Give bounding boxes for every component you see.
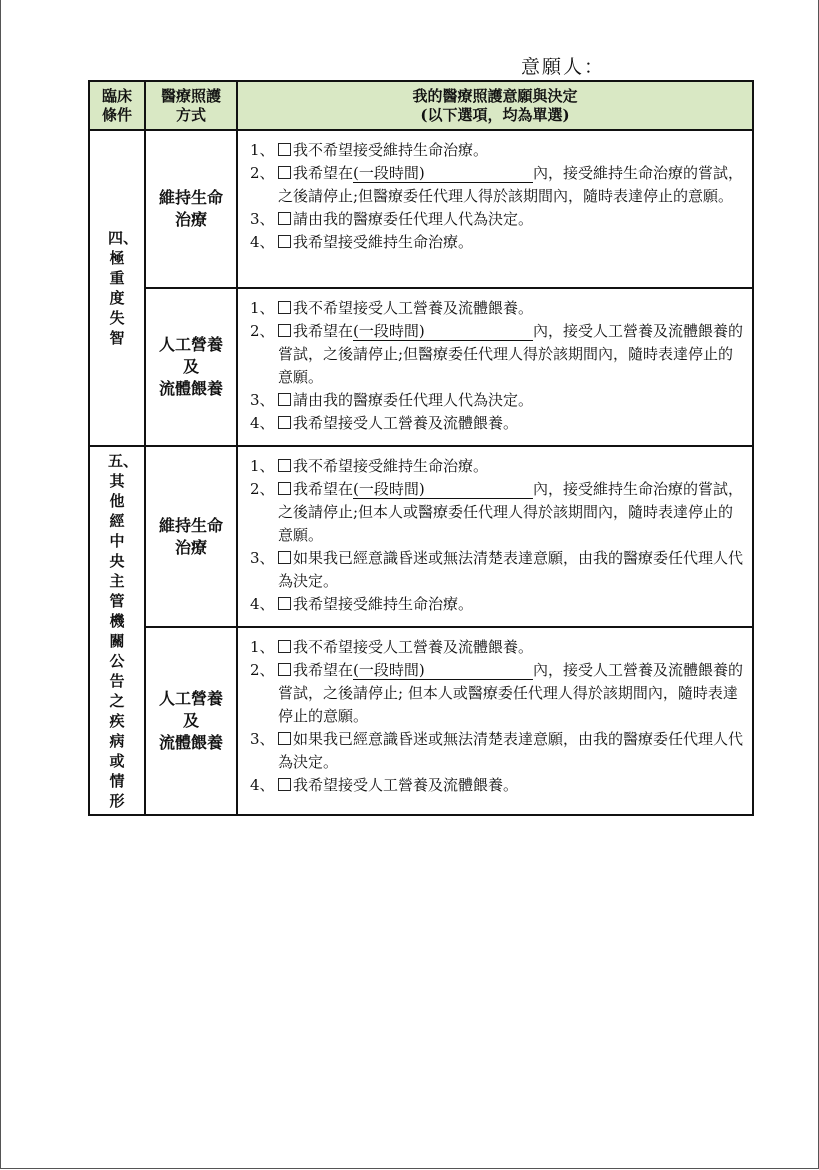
option-item: 4、 我希望接受人工營養及流體餵養。	[250, 776, 519, 794]
checkbox[interactable]	[278, 301, 291, 314]
header-decision	[237, 81, 753, 130]
option-item: 1、 我不希望接受人工營養及流體餵養。	[250, 299, 534, 317]
method-cell: 維持生命 治療	[145, 130, 237, 288]
checkbox[interactable]	[278, 459, 291, 472]
option-item: 4、 我希望接受人工營養及流體餵養。	[250, 414, 519, 432]
condition-cell-4	[89, 130, 145, 446]
condition-label: 五、其他經中央主管機關公告之疾病或情形	[108, 451, 139, 810]
care-decision-table	[88, 80, 754, 816]
checkbox[interactable]	[278, 235, 291, 248]
condition-label: 四、極重度失智	[108, 229, 139, 347]
header-method: 醫療照護 方式	[145, 81, 237, 130]
checkbox[interactable]	[278, 324, 291, 337]
method-cell: 人工營養 及 流體餵養	[145, 288, 237, 446]
method-cell: 人工營養 及 流體餵養	[145, 627, 237, 815]
option-item: 1、 我不希望接受維持生命治療。	[250, 141, 489, 159]
header-condition: 臨床 條件	[89, 81, 145, 130]
option-item: 2、 我希望在(一段時間) 內，接受維持生命治療的嘗試，之後請停止;但本人或醫療委任代理人得於該期間內，隨時表達停止的意願。	[250, 480, 744, 544]
duration-blank[interactable]: (一段時間)	[353, 164, 533, 183]
option-item: 3、 請由我的醫療委任代理人代為決定。	[250, 391, 534, 409]
section-4-row-2	[89, 288, 753, 446]
options-cell	[237, 130, 753, 288]
option-item: 1、 我不希望接受人工營養及流體餵養。	[250, 638, 534, 656]
option-item: 4、 我希望接受維持生命治療。	[250, 595, 474, 613]
option-item: 2、 我希望在(一段時間) 內，接受人工營養及流體餵養的嘗試，之後請停止; 但本人或醫療委任代理人得於該期間內，隨時表達停止的意願。	[250, 661, 744, 725]
duration-blank[interactable]: (一段時間)	[353, 480, 533, 499]
checkbox[interactable]	[278, 212, 291, 225]
option-item: 3、 請由我的醫療委任代理人代為決定。	[250, 210, 534, 228]
checkbox[interactable]	[278, 482, 291, 495]
checkbox[interactable]	[278, 143, 291, 156]
checkbox[interactable]	[278, 416, 291, 429]
options-cell	[237, 288, 753, 446]
duration-blank[interactable]: (一段時間)	[353, 322, 533, 341]
checkbox[interactable]	[278, 393, 291, 406]
method-cell: 維持生命 治療	[145, 446, 237, 627]
header-row	[89, 81, 753, 130]
header-decision-title: 我的醫療照護意願與決定	[412, 86, 578, 105]
section-5-row-2	[89, 627, 753, 815]
checkbox[interactable]	[278, 732, 291, 745]
duration-blank[interactable]: (一段時間)	[353, 661, 533, 680]
condition-cell-5	[89, 446, 145, 815]
checkbox[interactable]	[278, 597, 291, 610]
options-cell	[237, 627, 753, 815]
signer-label: 意願人：	[521, 56, 606, 78]
section-4-row-1	[89, 130, 753, 288]
option-item: 4、 我希望接受維持生命治療。	[250, 233, 474, 251]
option-item: 1、 我不希望接受維持生命治療。	[250, 457, 489, 475]
section-5-row-1	[89, 446, 753, 627]
checkbox[interactable]	[278, 166, 291, 179]
option-item: 3、 如果我已經意識昏迷或無法清楚表達意願，由我的醫療委任代理人代為決定。	[250, 549, 744, 590]
checkbox[interactable]	[278, 551, 291, 564]
option-item: 2、 我希望在(一段時間) 內，接受維持生命治療的嘗試，之後請停止;但醫療委任代理人得於該期間內，隨時表達停止的意願。	[250, 164, 744, 205]
options-cell	[237, 446, 753, 627]
checkbox[interactable]	[278, 778, 291, 791]
header-decision-note: (以下選項，均為單選)	[420, 105, 570, 124]
option-item: 2、 我希望在(一段時間) 內，接受人工營養及流體餵養的嘗試，之後請停止;但醫療委任代理人得於該期間內，隨時表達停止的意願。	[250, 322, 744, 386]
option-item: 3、 如果我已經意識昏迷或無法清楚表達意願，由我的醫療委任代理人代為決定。	[250, 730, 744, 771]
checkbox[interactable]	[278, 663, 291, 676]
checkbox[interactable]	[278, 640, 291, 653]
